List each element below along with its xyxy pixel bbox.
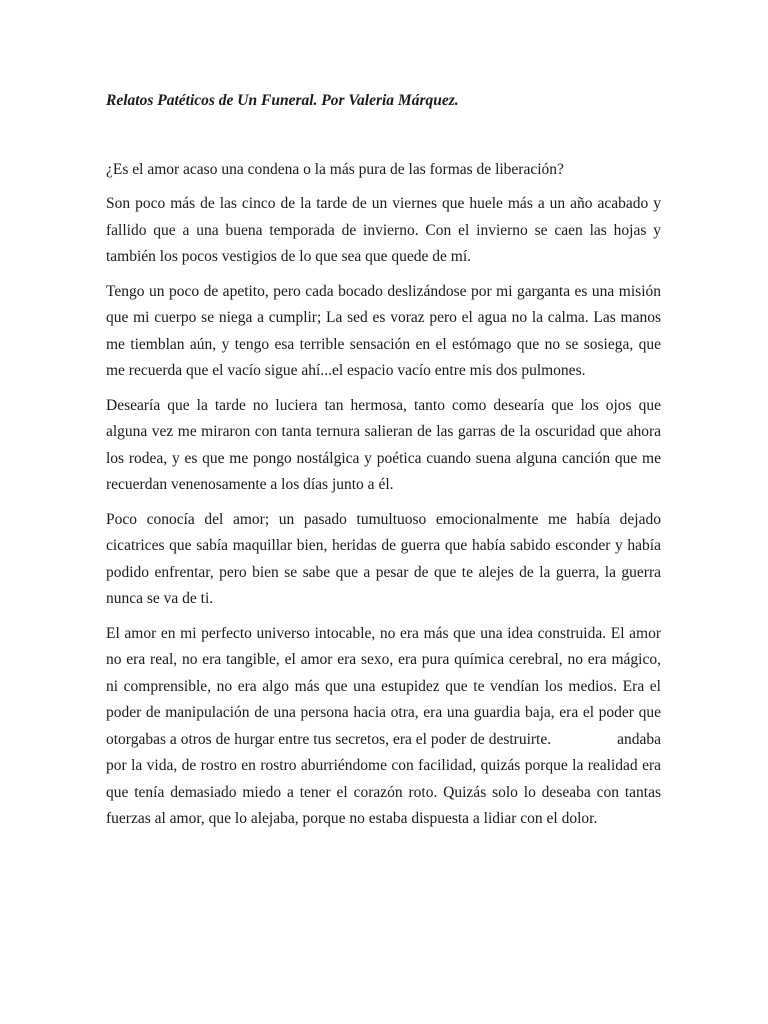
paragraph-3: Desearía que la tarde no luciera tan hermosa, tanto como desearía que los ojos que alguna vez me miraron con tanta ternura salieran de las garras de la oscuridad que ahora los rodea, y es que me pongo nostálgica y poética cuando suena alguna canción que me recuerdan venenosamente a los días junto a él. (106, 396, 661, 493)
opening-question: ¿Es el amor acaso una condena o la más pura de las formas de liberación? (106, 161, 564, 178)
paragraph-1: Son poco más de las cinco de la tarde de un viernes que huele más a un año acabado y fallido que a una buena temporada de invierno. Con el invierno se caen las hojas y también los pocos vestigios de lo que sea que quede de mí. (106, 195, 661, 265)
paragraph-5-part-1: El amor en mi perfecto universo intocable, no era más que una idea construida. El amor no era real, no era tangible, el amor era sexo, era pura química cerebral, no era mágico, ni comprensible, no era algo más que una estupidez que te vendían los medios. Era el poder de manipulación de una persona hacia otra, era una guardia baja, era el poder que otorgabas a otros de hurgar entre tus secretos, era el poder de destruirte. (106, 624, 661, 748)
document-title: Relatos Patéticos de Un Funeral. Por Valeria Márquez. (106, 92, 459, 109)
paragraph-2: Tengo un poco de apetito, pero cada bocado deslizándose por mi garganta es una misión que mi cuerpo se niega a cumplir; La sed es voraz pero el agua no la calma. Las manos me tiemblan aún, y tengo esa terrible sensación en el estómago que no se sosiega, que me recuerda que el vacío sigue ahí...el espacio vacío entre mis dos pulmones. (106, 282, 661, 379)
paragraph-5 (106, 621, 661, 833)
paragraph-5-part-2: andaba por la vida, de rostro en rostro aburriéndome con facilidad, quizás porque la realidad era que tenía demasiado miedo a tener el corazón roto. Quizás solo lo deseaba con tantas fuerzas al amor, que lo alejaba, porque no estaba dispuesta a lidiar con el dolor. (106, 730, 661, 827)
document-body (106, 88, 661, 833)
paragraph-4: Poco conocía del amor; un pasado tumultuoso emocionalmente me había dejado cicatrices que sabía maquillar bien, heridas de guerra que había sabido esconder y había podido enfrentar, pero bien se sabe que a pesar de que te alejes de la guerra, la guerra nunca se va de ti. (106, 510, 661, 607)
